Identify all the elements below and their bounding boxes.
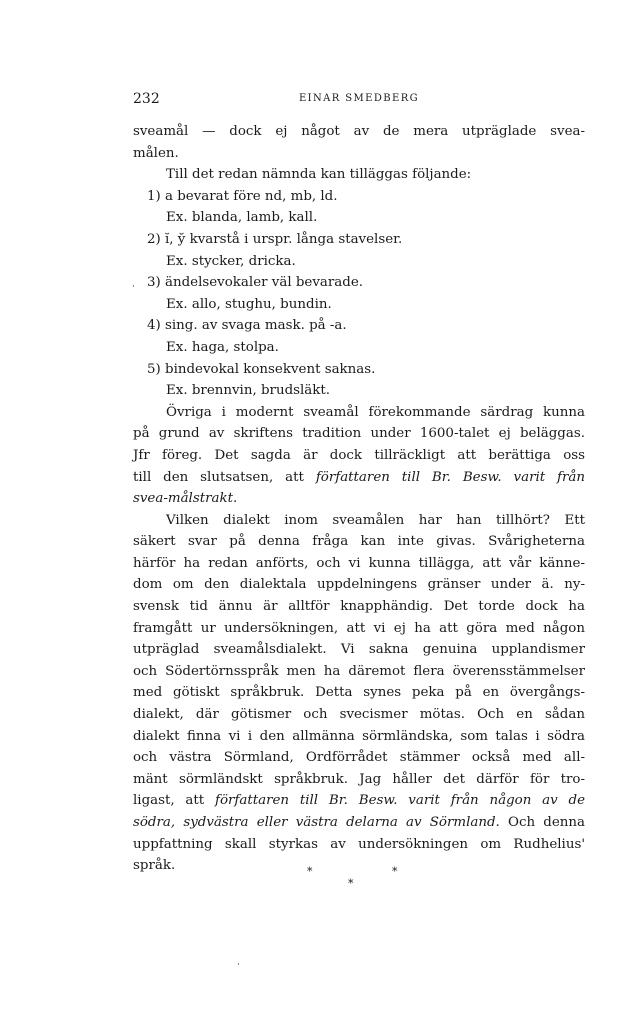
text-line: Ex. haga, stolpa.	[166, 339, 279, 355]
text-run: till den slutsatsen, att	[133, 469, 316, 485]
text-line: uppfattning skall styrkas av undersökningen om Rudhelius'	[133, 836, 585, 852]
asterism	[0, 865, 640, 889]
text-line: mänt sörmländskt språkbruk. Jag håller det därför för tro-	[133, 771, 585, 787]
text-line: Ex. allo, stughu, bundin.	[166, 296, 332, 312]
body-text	[133, 121, 585, 877]
page-number: 232	[133, 91, 160, 107]
text-line: målen.	[133, 145, 179, 161]
text-line: framgått ur undersökningen, att vi ej ha att göra med någon	[133, 620, 585, 636]
text-line: Vilken dialekt inom sveamålen har han tillhört? Ett	[166, 512, 585, 528]
text-line: och västra Sörmland, Ordförrådet stämmer också med all-	[133, 750, 585, 766]
text-line: Ex. brennvin, brudsläkt.	[166, 383, 331, 399]
asterism-star: *	[392, 865, 398, 878]
italic-run: svea-målstrakt.	[133, 491, 238, 507]
text-line: 1) a bevarat före nd, mb, ld.	[147, 188, 338, 204]
italic-run: författaren till Br. Besw. varit från	[315, 469, 586, 485]
text-run: ligast, att	[133, 793, 215, 809]
text-line: dialekt finna vi i den allmänna sörmländska, som talas i södra	[133, 728, 585, 744]
running-title: EINAR SMEDBERG	[298, 93, 420, 104]
page-header	[133, 91, 585, 107]
print-speck: ·	[237, 960, 240, 970]
print-speck: ·	[132, 282, 135, 292]
text-line	[133, 467, 585, 489]
text-line: Jfr föreg. Det sagda är dock tillräckligt att berättiga oss	[133, 447, 585, 463]
text-line: på grund av skriftens tradition under 1600-talet ej beläggas.	[133, 426, 585, 442]
text-line: Övriga i modernt sveamål förekommande särdrag kunna	[166, 404, 585, 420]
asterism-star: *	[307, 865, 313, 878]
text-line: och Södertörnsspråk men ha däremot flera överensstämmelser	[133, 663, 585, 679]
text-line: härför ha redan anförts, och vi kunna tillägga, att vår känne-	[133, 555, 585, 571]
text-line: Till det redan nämnda kan tilläggas följande:	[166, 167, 472, 183]
text-line: sveamål — dock ej något av de mera utpräglade svea-	[133, 124, 585, 139]
asterism-star: *	[348, 877, 354, 890]
text-line: 3) ändelsevokaler väl bevarade.	[147, 275, 364, 291]
text-line	[133, 812, 585, 834]
text-line	[133, 488, 585, 510]
text-line: utpräglad sveamålsdialekt. Vi sakna genuina upplandismer	[133, 642, 585, 658]
text-line: Ex. blanda, lamb, kall.	[166, 210, 318, 226]
text-run: Och denna	[499, 815, 585, 830]
text-line: säkert svar på denna fråga kan inte givas. Svårigheterna	[133, 534, 585, 550]
text-line: 2) ĭ, y̆ kvarstå i urspr. långa stavelser.	[147, 231, 403, 247]
italic-run: författaren till Br. Besw. varit från någon av de	[215, 793, 586, 809]
text-line: dom om den dialektala uppdelningens gränser under ä. ny-	[133, 577, 585, 593]
text-line: språk.	[133, 858, 176, 874]
text-line	[133, 790, 585, 812]
text-line: 4) sing. av svaga mask. på -a.	[147, 318, 347, 334]
text-line: Ex. stycker, dricka.	[166, 253, 296, 269]
text-line: 5) bindevokal konsekvent saknas.	[147, 361, 376, 377]
text-line: med götiskt språkbruk. Detta synes peka på en övergångs-	[133, 685, 585, 701]
text-line: dialekt, där götismer och svecismer mötas. Och en sådan	[133, 707, 585, 723]
italic-run: södra, sydvästra eller västra delarna av Sörmland.	[133, 815, 500, 830]
text-line: svensk tid ännu är alltför knapphändig. Det torde dock ha	[133, 599, 585, 615]
